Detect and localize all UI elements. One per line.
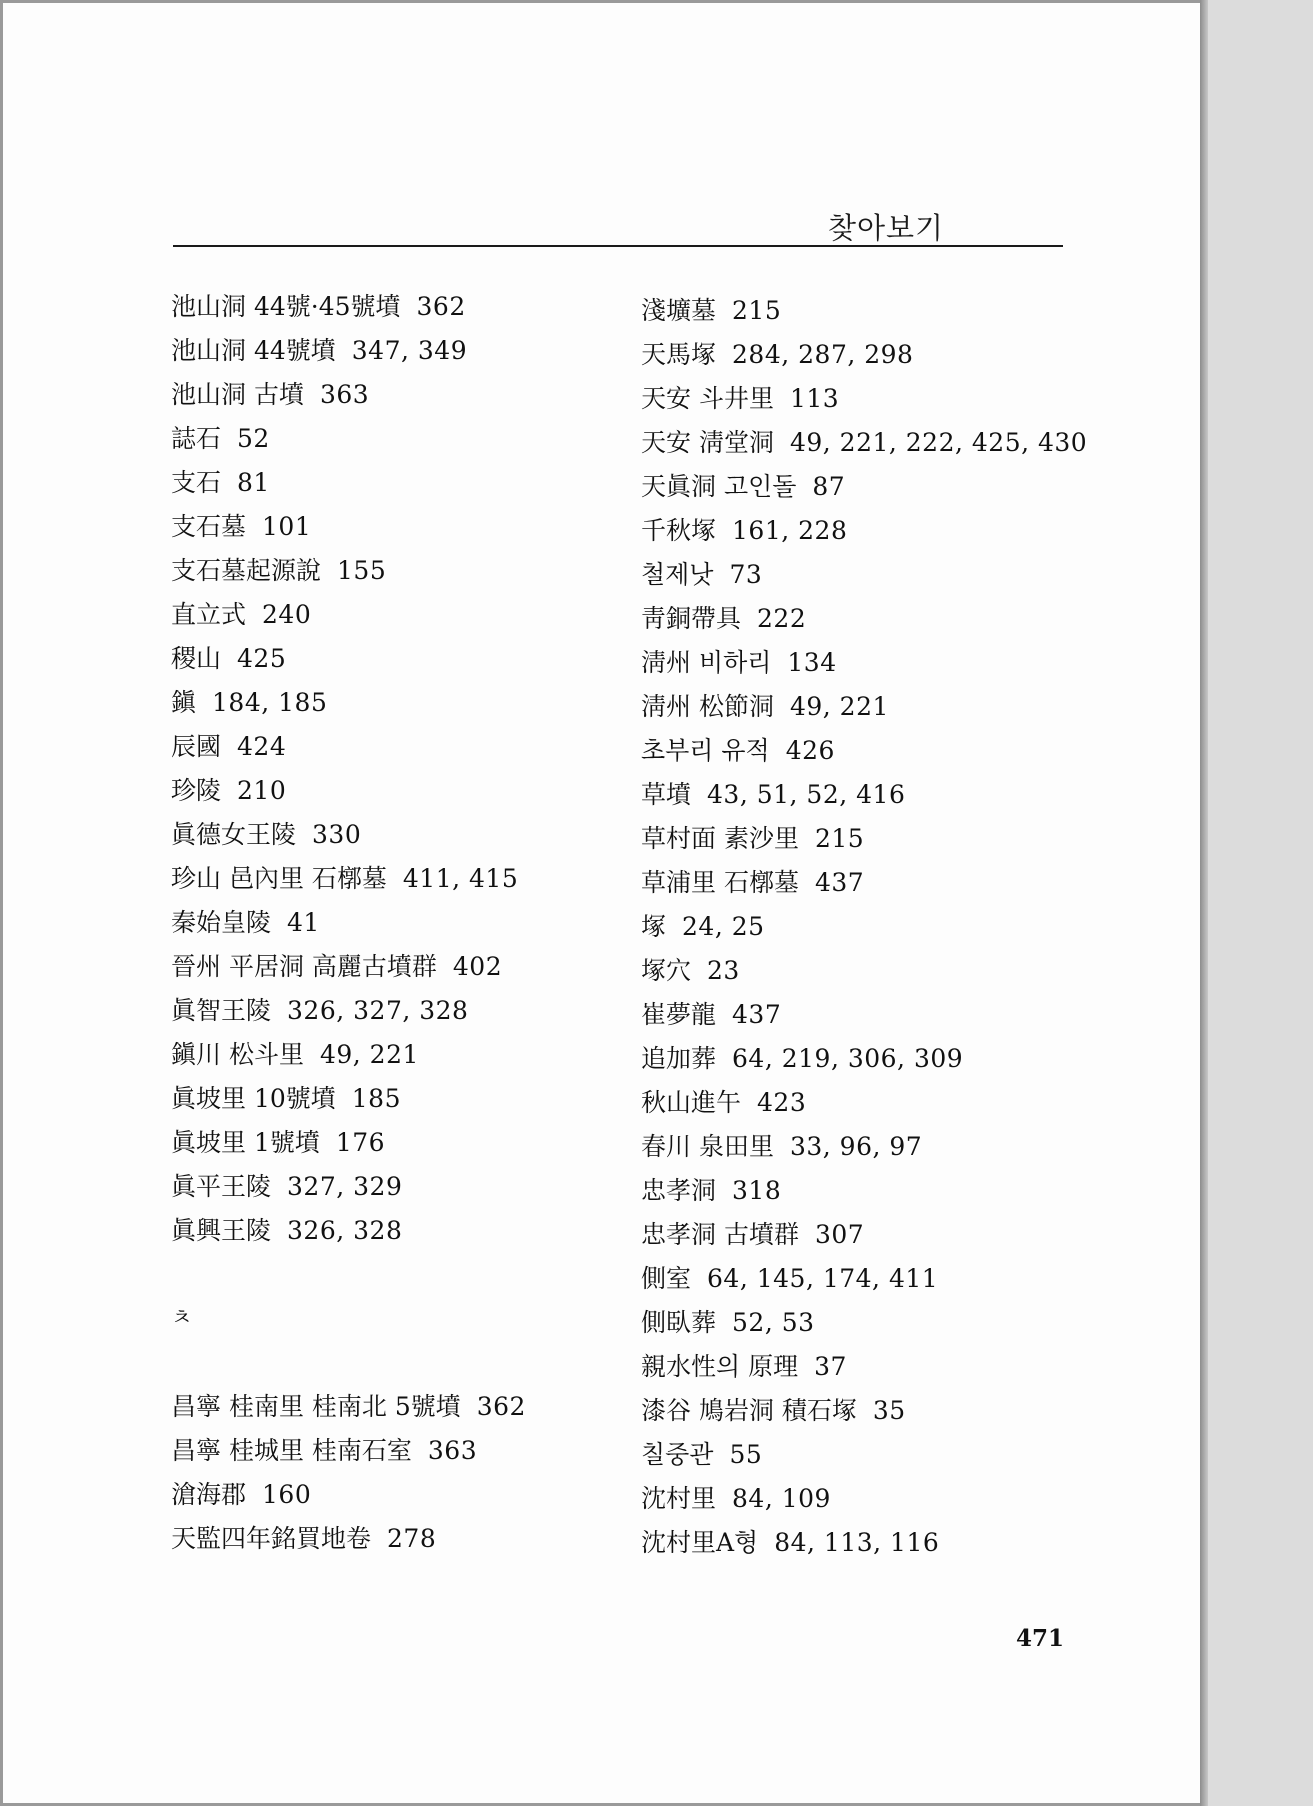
- index-entry: [171, 593, 526, 637]
- index-page-refs: 24, 25: [682, 912, 765, 941]
- index-entry: [641, 817, 1087, 861]
- index-entry: [171, 725, 526, 769]
- index-term: 崔夢龍: [641, 1000, 717, 1029]
- index-page-refs: 49, 221: [319, 1040, 419, 1069]
- index-entry: [641, 1477, 1087, 1521]
- index-term: 誌石: [171, 424, 222, 453]
- index-page-refs: 425: [237, 644, 287, 673]
- index-entry: [641, 729, 1087, 773]
- index-page-refs: 210: [237, 776, 287, 805]
- index-term: 春川 泉田里: [641, 1132, 774, 1161]
- index-page-refs: 161, 228: [732, 516, 848, 545]
- index-entry: [641, 993, 1087, 1037]
- index-entry: [641, 1257, 1087, 1301]
- index-column-left: [171, 285, 526, 1561]
- index-term: 忠孝洞 古墳群: [641, 1220, 799, 1249]
- index-entry: [641, 1301, 1087, 1345]
- header-rule: [173, 245, 1063, 247]
- index-entry: [171, 945, 526, 989]
- index-term: 철제낫: [641, 560, 714, 589]
- index-page-refs: 362: [476, 1392, 526, 1421]
- index-term: 鎭: [171, 688, 197, 717]
- index-page-refs: 330: [312, 820, 362, 849]
- index-entry: [641, 1521, 1087, 1565]
- index-page-refs: 318: [732, 1176, 782, 1205]
- index-page-refs: 423: [757, 1088, 807, 1117]
- index-term: 漆谷 鳩岩洞 積石塚: [641, 1396, 857, 1425]
- index-page-refs: 184, 185: [212, 688, 328, 717]
- index-term: 天監四年銘買地卷: [171, 1524, 372, 1553]
- index-term: 淸州 비하리: [641, 648, 772, 677]
- index-entry: [171, 1077, 526, 1121]
- index-term: 靑銅帶具: [641, 604, 742, 633]
- index-entry: [171, 813, 526, 857]
- index-page-refs: 33, 96, 97: [789, 1132, 923, 1161]
- index-term: 天安 斗井里: [641, 384, 774, 413]
- index-page-refs: 87: [812, 472, 846, 501]
- index-term: 淺壙墓: [641, 296, 717, 325]
- index-page-refs: 215: [814, 824, 865, 853]
- index-entry: [641, 1037, 1087, 1081]
- index-term: 秦始皇陵: [171, 908, 272, 937]
- index-term: 天安 淸堂洞: [641, 428, 774, 457]
- index-page-refs: 52: [237, 424, 270, 453]
- index-page-refs: 81: [237, 468, 270, 497]
- section-spacer: [171, 1341, 526, 1385]
- index-page-refs: 307: [814, 1220, 865, 1249]
- index-entry: [171, 901, 526, 945]
- index-term: 草墳: [641, 780, 692, 809]
- index-term: 側室: [641, 1264, 692, 1293]
- index-term: 秋山進午: [641, 1088, 742, 1117]
- index-page-refs: 49, 221, 222, 425, 430: [789, 428, 1088, 457]
- index-term: 側臥葬: [641, 1308, 717, 1337]
- index-term: 칠중관: [641, 1440, 714, 1469]
- index-entry: [641, 641, 1087, 685]
- index-entry: [641, 289, 1087, 333]
- index-term: 초부리 유적: [641, 736, 770, 765]
- index-page-refs: 326, 328: [287, 1216, 403, 1245]
- index-page-refs: 43, 51, 52, 416: [707, 780, 906, 809]
- index-term: 直立式: [171, 600, 247, 629]
- index-entry: [641, 861, 1087, 905]
- index-entry: [171, 1517, 526, 1561]
- index-term: 天馬塚: [641, 340, 717, 369]
- index-page-refs: 347, 349: [351, 336, 468, 365]
- index-term: 眞興王陵: [171, 1216, 272, 1245]
- index-entry: [171, 989, 526, 1033]
- index-term: 眞坡里 1號墳: [171, 1128, 320, 1157]
- index-entry: [641, 685, 1087, 729]
- index-entry: [171, 1473, 526, 1517]
- index-page-refs: 84, 109: [732, 1484, 831, 1513]
- index-page-refs: 240: [262, 600, 312, 629]
- index-entry: [641, 553, 1087, 597]
- index-page-refs: 327, 329: [287, 1172, 403, 1201]
- index-page-refs: 185: [351, 1084, 401, 1113]
- index-entry: [641, 597, 1087, 641]
- index-term: 草村面 素沙里: [641, 824, 799, 853]
- index-entry: [641, 421, 1087, 465]
- index-entry: [641, 377, 1087, 421]
- index-page-refs: 176: [335, 1128, 386, 1157]
- index-entry: [171, 1033, 526, 1077]
- index-term: 草浦里 石槨墓: [641, 868, 799, 897]
- index-page-refs: 215: [732, 296, 782, 325]
- index-entry: [171, 1385, 526, 1429]
- index-term: 昌寧 桂城里 桂南石室: [171, 1436, 412, 1465]
- index-term: 眞德女王陵: [171, 820, 297, 849]
- index-entry: [641, 1081, 1087, 1125]
- index-entry: [641, 773, 1087, 817]
- index-term: 池山洞 44號·45號墳: [171, 292, 401, 321]
- page-edge-shadow: [1200, 0, 1208, 1806]
- index-page-refs: 64, 219, 306, 309: [732, 1044, 964, 1073]
- section-spacer: [171, 1253, 526, 1297]
- index-entry: [641, 1213, 1087, 1257]
- index-entry: [171, 285, 526, 329]
- section-heading: ㅊ: [171, 1306, 193, 1331]
- index-term: 眞智王陵: [171, 996, 272, 1025]
- index-entry: [171, 1209, 526, 1253]
- index-page-refs: 278: [387, 1524, 437, 1553]
- index-entry: [171, 461, 526, 505]
- index-term: 池山洞 44號墳: [171, 336, 336, 365]
- index-page-refs: 363: [427, 1436, 478, 1465]
- index-entry: [171, 857, 526, 901]
- index-page-refs: 155: [337, 556, 387, 585]
- index-term: 追加葬: [641, 1044, 717, 1073]
- page-number: 471: [1016, 1625, 1065, 1652]
- index-entry: [641, 1345, 1087, 1389]
- index-entry: [171, 549, 526, 593]
- index-page-refs: 49, 221: [789, 692, 889, 721]
- index-entry: [171, 681, 526, 725]
- index-page-refs: 222: [757, 604, 807, 633]
- index-page-refs: 23: [707, 956, 740, 985]
- index-term: 支石墓: [171, 512, 247, 541]
- index-term: 眞平王陵: [171, 1172, 272, 1201]
- index-page-refs: 84, 113, 116: [774, 1528, 940, 1557]
- index-term: 辰國: [171, 732, 222, 761]
- index-page-refs: 284, 287, 298: [732, 340, 914, 369]
- index-page-refs: 437: [732, 1000, 782, 1029]
- index-term: 千秋塚: [641, 516, 717, 545]
- index-term: 昌寧 桂南里 桂南北 5號墳: [171, 1392, 461, 1421]
- index-page-refs: 362: [416, 292, 466, 321]
- index-term: 天眞洞 고인돌: [641, 472, 797, 501]
- index-page-refs: 73: [729, 560, 763, 589]
- index-page-refs: 113: [789, 384, 840, 413]
- running-header-title: 찾아보기: [827, 211, 944, 245]
- index-term: 支石墓起源說: [171, 556, 322, 585]
- index-page-refs: 160: [262, 1480, 312, 1509]
- index-term: 珍山 邑內里 石槨墓: [171, 864, 387, 893]
- index-term: 池山洞 古墳: [171, 380, 304, 409]
- index-term: 淸州 松節洞: [641, 692, 774, 721]
- index-entry: [171, 505, 526, 549]
- index-term: 忠孝洞: [641, 1176, 717, 1205]
- index-term: 稷山: [171, 644, 222, 673]
- index-term: 沈村里: [641, 1484, 717, 1513]
- index-page-refs: 35: [872, 1396, 906, 1425]
- index-page-refs: 326, 327, 328: [287, 996, 469, 1025]
- index-term: 晉州 平居洞 高麗古墳群: [171, 952, 437, 981]
- index-entry: [641, 509, 1087, 553]
- index-term: 珍陵: [171, 776, 222, 805]
- index-page-refs: 402: [452, 952, 503, 981]
- index-entry: [641, 1125, 1087, 1169]
- index-entry: [641, 1389, 1087, 1433]
- index-term: 沈村里A형: [641, 1528, 759, 1557]
- index-entry: [641, 465, 1087, 509]
- index-entry: [641, 1433, 1087, 1477]
- index-page-refs: 437: [814, 868, 865, 897]
- index-page-refs: 363: [319, 380, 370, 409]
- index-page-refs: 424: [237, 732, 287, 761]
- index-entry: [641, 1169, 1087, 1213]
- index-term: 鎭川 松斗里: [171, 1040, 304, 1069]
- index-term: 塚: [641, 912, 667, 941]
- index-entry: [171, 1121, 526, 1165]
- index-term: 塚穴: [641, 956, 692, 985]
- index-entry: [641, 333, 1087, 377]
- index-column-right: [641, 289, 1087, 1565]
- index-entry: [171, 329, 526, 373]
- index-page-refs: 55: [729, 1440, 763, 1469]
- index-entry: [641, 949, 1087, 993]
- index-page-refs: 41: [287, 908, 320, 937]
- index-page-refs: 37: [814, 1352, 847, 1381]
- index-entry: [171, 637, 526, 681]
- index-entry: [171, 417, 526, 461]
- index-term: 親水性의 原理: [641, 1352, 799, 1381]
- index-entry: [171, 1429, 526, 1473]
- index-term: 眞坡里 10號墳: [171, 1084, 336, 1113]
- index-term: 支石: [171, 468, 222, 497]
- index-page-refs: 426: [785, 736, 835, 765]
- index-page-refs: 52, 53: [732, 1308, 815, 1337]
- index-page-refs: 411, 415: [402, 864, 519, 893]
- index-entry: [171, 1165, 526, 1209]
- index-entry: [171, 769, 526, 813]
- index-page-refs: 134: [787, 648, 837, 677]
- index-term: 滄海郡: [171, 1480, 247, 1509]
- index-entry: [641, 905, 1087, 949]
- index-page-refs: 64, 145, 174, 411: [707, 1264, 939, 1293]
- index-page-refs: 101: [262, 512, 312, 541]
- index-entry: [171, 373, 526, 417]
